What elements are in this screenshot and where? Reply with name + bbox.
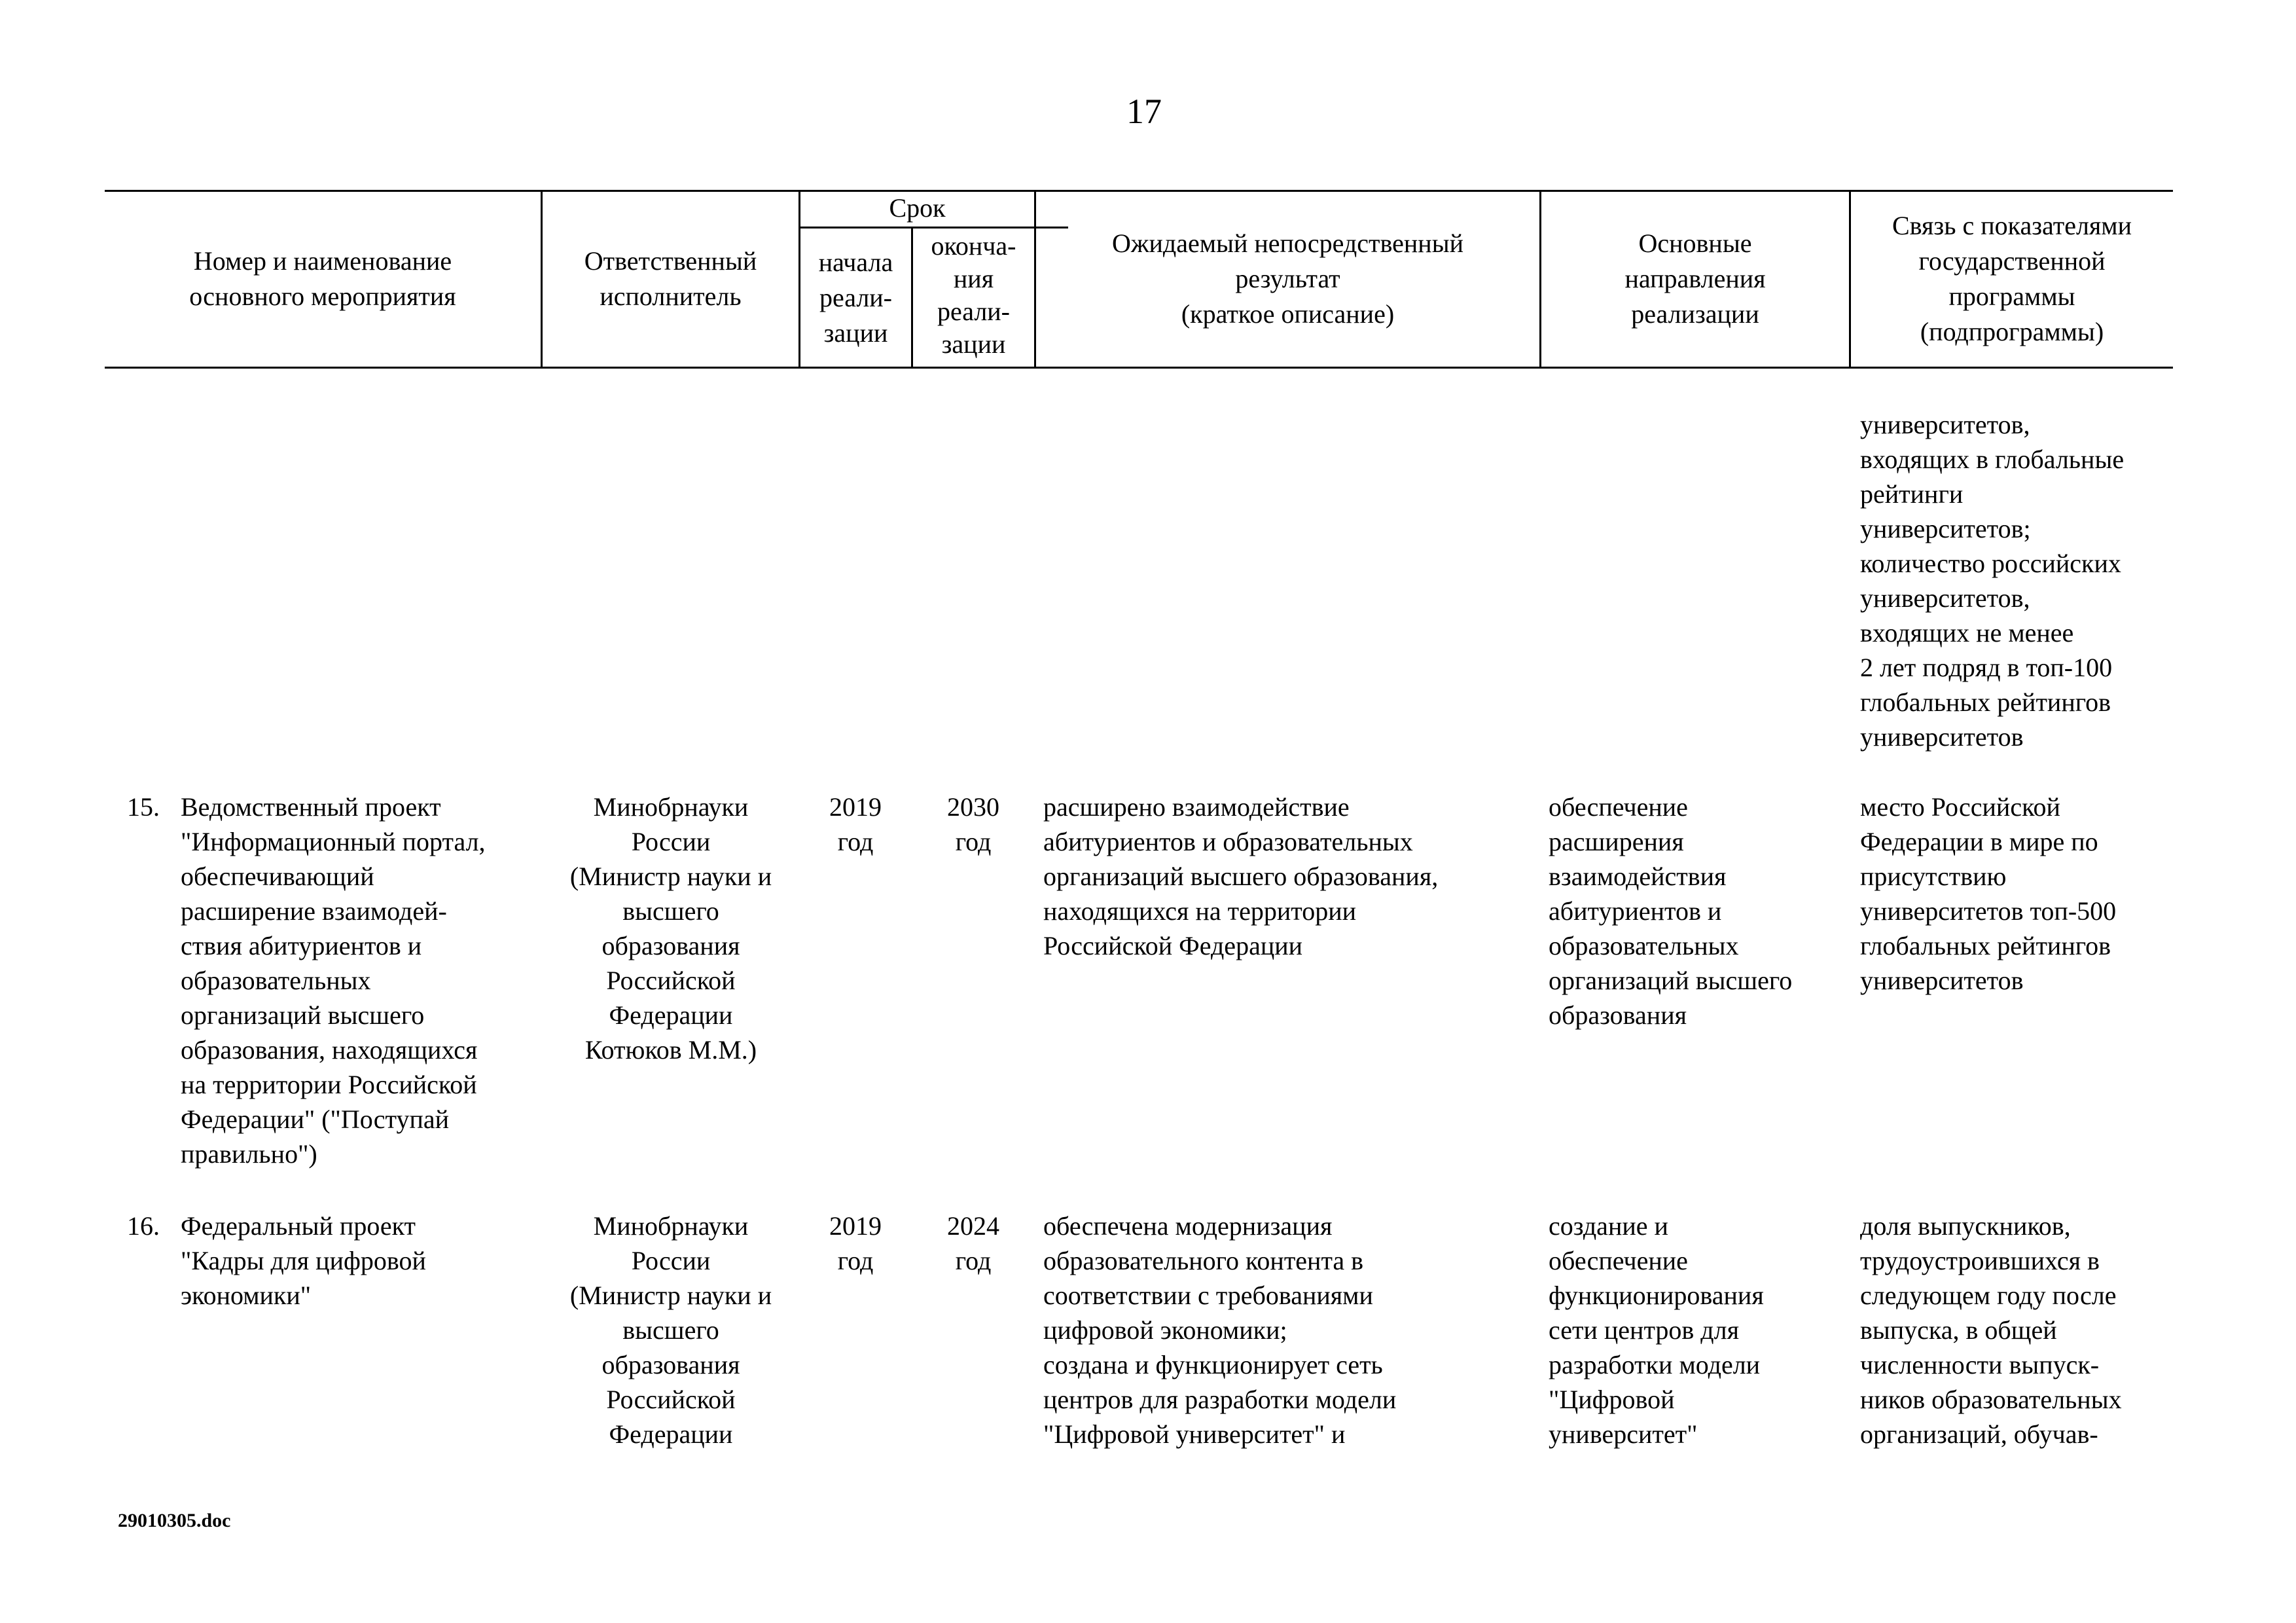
row-responsible: Минобрнауки России (Министр науки и высшего образования Российской Федерации Котюков М.М.) (569, 792, 772, 1065)
table-header (105, 190, 2173, 368)
header-end (913, 228, 1034, 368)
header-responsible (543, 190, 798, 368)
row-number: 16. (127, 1211, 160, 1241)
header-link (1851, 190, 2173, 368)
header-result-label: Ожидаемый непосредственный результат (краткое описание) (1111, 228, 1463, 329)
row-number: 15. (127, 792, 160, 822)
header-term-label: Срок (889, 193, 946, 223)
header-start-label: начала реали- зации (818, 247, 893, 348)
row-start: 2019 год (829, 1211, 882, 1275)
header-link-label: Связь с показателями государственной программы (подпрограммы) (1892, 211, 2132, 346)
header-term (800, 190, 1034, 227)
header-result (1036, 190, 1539, 368)
row-result: расширено взаимодействие абитуриентов и образовательных организаций высшего образования, находящихся на территории Российской Федерации (1043, 792, 1439, 960)
header-responsible-label: Ответственный исполнитель (584, 246, 757, 311)
row-end: 2024 год (947, 1211, 999, 1275)
page-number: 17 (1126, 92, 1162, 131)
header-name (105, 190, 541, 368)
row-link: доля выпускников, трудоустроившихся в следующем году после выпуска, в общей численности выпуск- ников образовательных организаций, обучав- (1860, 1211, 2122, 1449)
header-start (800, 228, 911, 367)
header-directions (1541, 190, 1849, 368)
continuation-link-text: университетов, входящих в глобальные рейтинги университетов; количество российских университетов, входящих не менее 2 лет подряд в топ-100 глобальных рейтингов университетов (1860, 410, 2125, 752)
header-directions-label: Основные направления реализации (1624, 228, 1766, 329)
row-name: Ведомственный проект "Информационный портал, обеспечивающий расширение взаимодей- ствия абитуриентов и образовательных организаций высшего образования, находящихся на территории Российской Федерации" ("Поступай правильно") (181, 792, 486, 1169)
row-end: 2030 год (947, 792, 999, 856)
row-result: обеспечена модернизация образовательного контента в соответствии с требованиями цифровой экономики; создана и функционирует сеть центров для разработки модели "Цифровой университет" и (1043, 1211, 1397, 1449)
row-responsible: Минобрнауки России (Министр науки и высшего образования Российской Федерации (569, 1211, 772, 1449)
row-start: 2019 год (829, 792, 882, 856)
header-end-label: оконча- ния реали- зации (931, 231, 1016, 359)
row-directions: обеспечение расширения взаимодействия абитуриентов и образовательных организаций высшего образования (1549, 792, 1793, 1030)
row-directions: создание и обеспечение функционирования сети центров для разработки модели "Цифровой университет" (1549, 1211, 1764, 1449)
row-link: место Российской Федерации в мире по присутствию университетов топ-500 глобальных рейтингов университетов (1860, 792, 2117, 995)
row-name: Федеральный проект "Кадры для цифровой экономики" (181, 1211, 426, 1310)
footer-filename: 29010305.doc (118, 1510, 231, 1531)
header-name-label: Номер и наименование основного мероприятия (189, 246, 456, 311)
